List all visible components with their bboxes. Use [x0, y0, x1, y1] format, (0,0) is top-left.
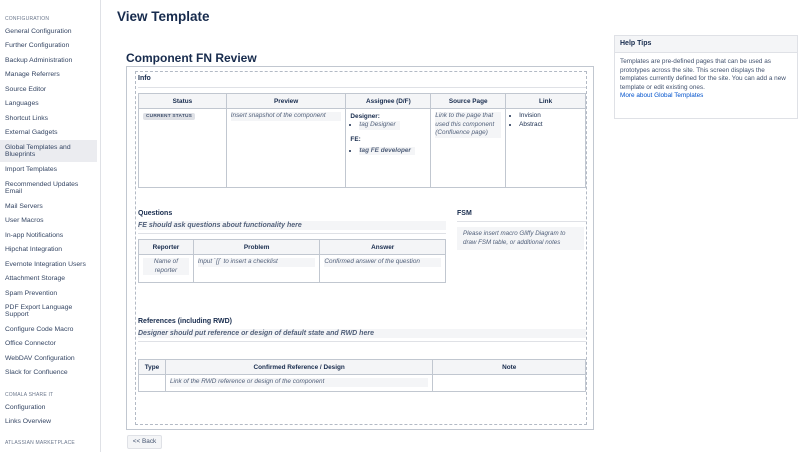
- problem-cell: [193, 255, 320, 283]
- sidebar-item-slack-for-confluence[interactable]: Slack for Confluence: [5, 369, 68, 376]
- template-name: Component FN Review: [126, 51, 257, 65]
- info-header-preview: Preview: [226, 94, 346, 109]
- problem-placeholder: Input `[]` to insert a checklist: [198, 258, 316, 267]
- reporter-cell: [139, 255, 194, 283]
- answer-cell: [320, 255, 446, 283]
- sidebar-item-general-configuration[interactable]: General Configuration: [5, 28, 72, 35]
- sidebar-section-marketplace: ATLASSIAN MARKETPLACE: [5, 440, 75, 446]
- info-header-status: Status: [139, 94, 227, 109]
- source-page-placeholder: Link to the page that used this component (Confluence page): [435, 112, 501, 138]
- sidebar-item-global-templates[interactable]: Global Templates and Blueprints: [0, 140, 97, 162]
- source-page-cell: [431, 109, 506, 188]
- sidebar-item-external-gadgets[interactable]: External Gadgets: [5, 129, 58, 136]
- page-title: View Template: [117, 9, 210, 24]
- sidebar-item-languages[interactable]: Languages: [5, 100, 39, 107]
- sidebar-item-backup-administration[interactable]: Backup Administration: [5, 57, 73, 64]
- sidebar-item-spam-prevention[interactable]: Spam Prevention: [5, 290, 58, 297]
- references-subtitle: Designer should put reference or design of default state and RWD here: [138, 329, 586, 338]
- designer-label: Designer:: [350, 113, 380, 120]
- references-header-note: Note: [433, 360, 586, 375]
- type-cell: [139, 375, 166, 392]
- references-header-row: [139, 360, 586, 375]
- info-divider: [138, 87, 586, 88]
- status-cell: [139, 109, 227, 188]
- design-cell: [165, 375, 432, 392]
- template-preview: [126, 66, 594, 430]
- sidebar-item-manage-referrers[interactable]: Manage Referrers: [5, 71, 60, 78]
- sidebar-item-recommended-updates-email[interactable]: Recommended Updates Email: [5, 181, 79, 196]
- designer-tag: tag Designer: [359, 121, 399, 130]
- fsm-divider: [457, 221, 586, 222]
- sidebar-item-user-macros[interactable]: User Macros: [5, 217, 44, 224]
- fsm-title: FSM: [457, 210, 472, 217]
- help-tips-link[interactable]: More about Global Templates: [620, 92, 704, 100]
- sidebar-item-shortcut-links[interactable]: Shortcut Links: [5, 115, 49, 122]
- sidebar-item-in-app-notifications[interactable]: In-app Notifications: [5, 232, 64, 239]
- design-placeholder: Link of the RWD reference or design of the component: [170, 378, 428, 387]
- template-body: [135, 71, 587, 425]
- designer-list: [350, 121, 426, 130]
- sidebar-item-attachment-storage[interactable]: Attachment Storage: [5, 275, 66, 282]
- link-list: [510, 112, 581, 129]
- references-table: [138, 359, 586, 392]
- answer-placeholder: Confirmed answer of the question: [324, 258, 441, 267]
- note-cell: [433, 375, 586, 392]
- link-invision[interactable]: • Invision: [519, 112, 581, 121]
- references-header-design: Confirmed Reference / Design: [165, 360, 432, 375]
- info-header-assignee: Assignee (D/F): [346, 94, 431, 109]
- references-header-type: Type: [139, 360, 166, 375]
- questions-table: [138, 239, 446, 283]
- questions-header-problem: Problem: [193, 240, 320, 255]
- sidebar-item-hipchat-integration[interactable]: Hipchat Integration: [5, 246, 63, 253]
- sidebar-item-comala-configuration[interactable]: Configuration: [5, 404, 46, 411]
- info-header-link: Link: [506, 94, 586, 109]
- preview-cell: [226, 109, 346, 188]
- status-lozenge: CURRENT STATUS: [143, 113, 195, 120]
- questions-title: Questions: [138, 210, 173, 217]
- link-cell: [506, 109, 586, 188]
- fsm-placeholder: Please insert macro Gliffy Diagram to draw FSM table, or additional notes: [457, 227, 584, 250]
- sidebar-item-office-connector[interactable]: Office Connector: [5, 340, 56, 347]
- help-tips-panel: [614, 35, 798, 119]
- sidebar-item-further-configuration[interactable]: Further Configuration: [5, 42, 70, 49]
- sidebar-item-pdf-export-language-support[interactable]: PDF Export Language Support: [5, 304, 73, 319]
- help-tips-text: Templates are pre-defined pages that can be used as prototypes across the site. This screen displays the templates currently defined for the site. You can add a new template or edit existing ones.: [620, 58, 786, 91]
- sidebar-section-comala: COMALA SHARE IT: [5, 392, 54, 398]
- info-table-header-row: [139, 94, 586, 109]
- sidebar-item-mail-servers[interactable]: Mail Servers: [5, 203, 43, 210]
- fe-tag: tag FE developer: [359, 147, 415, 156]
- questions-subtitle: FE should ask questions about functionality here: [138, 221, 446, 230]
- sidebar-section-configuration: CONFIGURATION: [5, 16, 50, 22]
- fe-label: FE:: [350, 135, 361, 143]
- questions-row: [139, 255, 446, 283]
- link-abstract[interactable]: • Abstract: [519, 121, 581, 130]
- references-title: References (including RWD): [138, 318, 232, 325]
- info-table-row: [139, 109, 586, 188]
- sidebar-item-links-overview[interactable]: Links Overview: [5, 418, 52, 425]
- sidebar-item-import-templates[interactable]: Import Templates: [5, 166, 58, 173]
- admin-sidebar: [0, 0, 101, 452]
- assignee-cell: [346, 109, 431, 188]
- sidebar-item-webdav-configuration[interactable]: WebDAV Configuration: [5, 355, 75, 362]
- fe-list: [350, 147, 426, 156]
- sidebar-item-evernote-integration-users[interactable]: Evernote Integration Users: [5, 261, 86, 268]
- sidebar-item-configure-code-macro[interactable]: Configure Code Macro: [5, 326, 74, 333]
- back-button[interactable]: << Back: [127, 435, 162, 449]
- sidebar-item-source-editor[interactable]: Source Editor: [5, 86, 47, 93]
- references-divider: [138, 341, 586, 342]
- info-header-source-page: Source Page: [431, 94, 506, 109]
- info-table: [138, 93, 586, 188]
- references-row: [139, 375, 586, 392]
- questions-header-reporter: Reporter: [139, 240, 194, 255]
- help-tips-title: Help Tips: [615, 36, 797, 53]
- reporter-placeholder: Name of reporter: [143, 258, 189, 275]
- questions-header-row: [139, 240, 446, 255]
- preview-placeholder: Insert snapshot of the component: [231, 112, 342, 121]
- help-tips-body: [615, 53, 797, 106]
- info-title: Info: [138, 75, 151, 82]
- questions-divider: [138, 233, 446, 234]
- questions-header-answer: Answer: [320, 240, 446, 255]
